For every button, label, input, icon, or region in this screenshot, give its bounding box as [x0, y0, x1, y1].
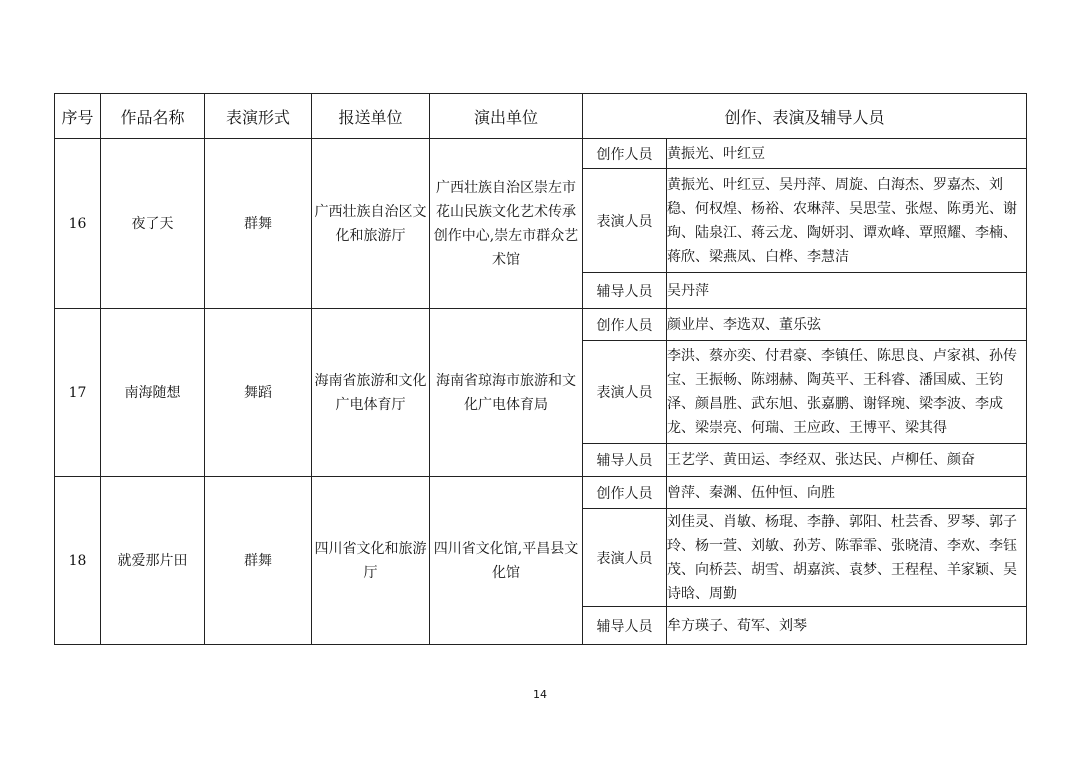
entry-submitter: 广西壮族自治区文化和旅游厅 [312, 139, 430, 309]
entry-title: 就爱那片田 [101, 477, 205, 645]
entry-form: 群舞 [205, 139, 312, 309]
table-row [55, 139, 1027, 169]
entry-title: 夜了天 [101, 139, 205, 309]
entry-performer-unit: 海南省琼海市旅游和文化广电体育局 [430, 309, 583, 477]
creator-names: 黄振光、叶红豆 [667, 139, 1027, 169]
coach-names: 王艺学、黄田运、李经双、张达民、卢柳任、颜奋 [667, 444, 1027, 477]
entry-performer-unit: 广西壮族自治区崇左市花山民族文化艺术传承创作中心,崇左市群众艺术馆 [430, 139, 583, 309]
entry-no: 18 [55, 477, 101, 645]
role-label-coach: 辅导人员 [583, 273, 667, 309]
page-number: 14 [533, 688, 547, 701]
header-title: 作品名称 [101, 94, 205, 139]
entry-submitter: 海南省旅游和文化广电体育厅 [312, 309, 430, 477]
role-label-performer: 表演人员 [583, 169, 667, 273]
header-performer: 演出单位 [430, 94, 583, 139]
role-label-creator: 创作人员 [583, 309, 667, 341]
entry-no: 17 [55, 309, 101, 477]
header-form: 表演形式 [205, 94, 312, 139]
role-label-creator: 创作人员 [583, 139, 667, 169]
role-label-coach: 辅导人员 [583, 607, 667, 645]
role-label-performer: 表演人员 [583, 341, 667, 444]
entry-submitter: 四川省文化和旅游厅 [312, 477, 430, 645]
program-table [54, 93, 1027, 645]
coach-names: 牟方瑛子、荀军、刘琴 [667, 607, 1027, 645]
header-row [55, 94, 1027, 139]
coach-names: 吴丹萍 [667, 273, 1027, 309]
header-no: 序号 [55, 94, 101, 139]
creator-names: 曾萍、秦渊、伍仲恒、向胜 [667, 477, 1027, 509]
role-label-performer: 表演人员 [583, 509, 667, 607]
entry-form: 舞蹈 [205, 309, 312, 477]
header-submitter: 报送单位 [312, 94, 430, 139]
performer-names: 刘佳灵、肖敏、杨琨、李静、郭阳、杜芸香、罗琴、郭子玲、杨一萱、刘敏、孙芳、陈霏霏、张晓清、李欢、李钰茂、向桥芸、胡雪、胡嘉滨、袁梦、王程程、羊家颖、吴诗晗、周勤 [667, 509, 1027, 607]
role-label-creator: 创作人员 [583, 477, 667, 509]
performer-names: 李洪、蔡亦奕、付君豪、李镇任、陈思良、卢家祺、孙传宝、王振畅、陈翊赫、陶英平、王科睿、潘国威、王钧泽、颜昌胜、武东旭、张嘉鹏、谢铎琬、梁李波、李成龙、梁崇亮、何瑞、王应政、王博平、梁其得 [667, 341, 1027, 444]
entry-performer-unit: 四川省文化馆,平昌县文化馆 [430, 477, 583, 645]
header-staff: 创作、表演及辅导人员 [583, 94, 1027, 139]
entry-form: 群舞 [205, 477, 312, 645]
table-row [55, 477, 1027, 509]
entry-title: 南海随想 [101, 309, 205, 477]
entry-no: 16 [55, 139, 101, 309]
role-label-coach: 辅导人员 [583, 444, 667, 477]
performer-names: 黄振光、叶红豆、吴丹萍、周旋、白海杰、罗嘉杰、刘稳、何权煌、杨裕、农琳萍、吴思莹、张煜、陈勇光、谢珣、陆泉江、蒋云龙、陶妍羽、谭欢峰、覃照耀、李楠、蒋欣、梁燕凤、白桦、李慧洁 [667, 169, 1027, 273]
creator-names: 颜业岸、李选双、董乐弦 [667, 309, 1027, 341]
table-row [55, 309, 1027, 341]
